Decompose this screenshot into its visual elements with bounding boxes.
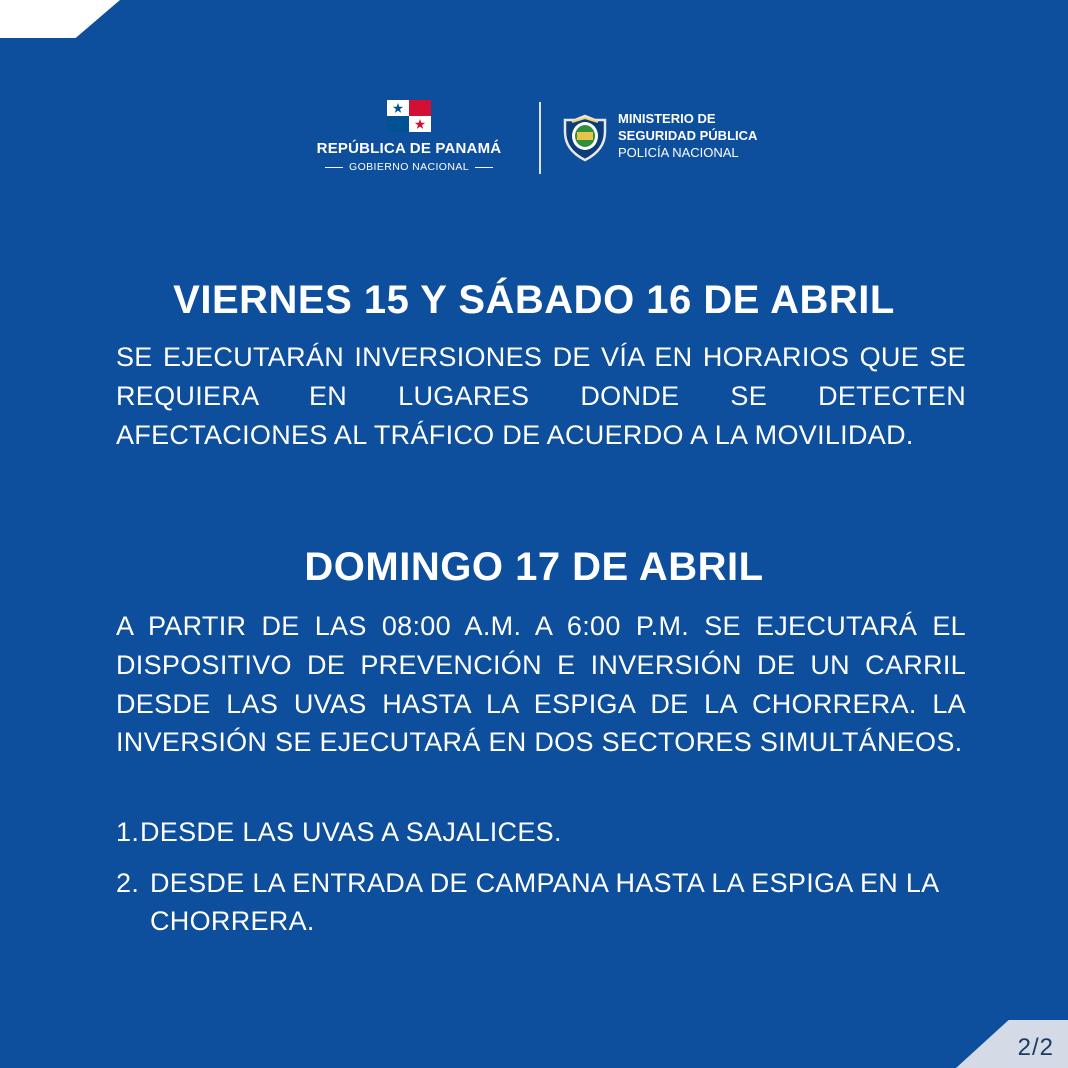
list-item bbox=[116, 813, 966, 851]
government-subtitle-row bbox=[300, 161, 518, 173]
dash-divider bbox=[475, 167, 493, 168]
section2-body: A PARTIR DE LAS 08:00 A.M. A 6:00 P.M. SE EJECUTARÁ EL DISPOSITIVO DE PREVENCIÓN E INVERSIÓN DE UN CARRIL DESDE LAS UVAS HASTA LA ESPIGA DE LA CHORRERA. LA INVERSIÓN SE EJECUTARÁ EN DOS SECTORES SIMULTÁNEOS. bbox=[116, 611, 966, 758]
police-name: POLICÍA NACIONAL bbox=[618, 145, 739, 160]
list-item bbox=[116, 864, 1000, 940]
ministry-block bbox=[618, 110, 757, 161]
section1-title: VIERNES 15 Y SÁBADO 16 DE ABRIL bbox=[173, 278, 895, 322]
list-item-text: DESDE LA ENTRADA DE CAMPANA HASTA LA ESPIGA EN LA CHORRERA. bbox=[150, 868, 938, 936]
government-subtitle: GOBIERNO NACIONAL bbox=[349, 161, 469, 173]
dash-divider bbox=[325, 167, 343, 168]
list-item-number: 2. bbox=[116, 868, 140, 898]
header bbox=[0, 100, 1068, 180]
police-badge-icon bbox=[562, 114, 608, 162]
government-title: REPÚBLICA DE PANAMÁ bbox=[316, 140, 502, 157]
header-divider bbox=[539, 102, 541, 174]
list-item-text: DESDE LAS UVAS A SAJALICES. bbox=[140, 817, 562, 847]
list-item-number: 1. bbox=[116, 817, 140, 847]
ministry-name-line2: SEGURIDAD PÚBLICA bbox=[618, 128, 758, 143]
government-logo bbox=[300, 100, 518, 173]
section2-title: DOMINGO 17 DE ABRIL bbox=[304, 545, 764, 589]
ministry-name-line1: MINISTERIO DE bbox=[618, 111, 716, 126]
panama-flag-icon bbox=[387, 100, 431, 132]
section1-body: SE EJECUTARÁN INVERSIONES DE VÍA EN HORARIOS QUE SE REQUIERA EN LUGARES DONDE SE DETECTEN AFECTACIONES AL TRÁFICO DE ACUERDO A LA MOVILIDAD. bbox=[116, 342, 966, 450]
corner-decoration-top-left bbox=[0, 0, 120, 38]
page-indicator: 2/2 bbox=[1017, 1034, 1054, 1061]
